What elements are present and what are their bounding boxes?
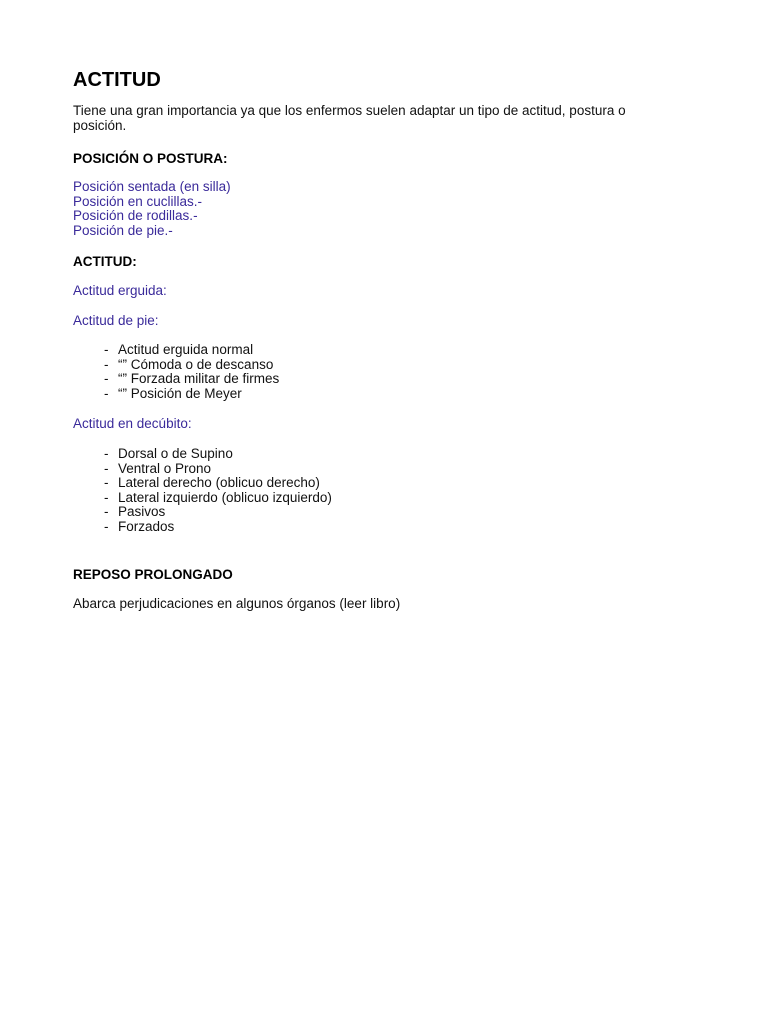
list-item-text: Ventral o Prono: [118, 460, 212, 476]
bullet-dash: -: [104, 371, 109, 387]
list-item: [73, 343, 279, 358]
actitud-heading: ACTITUD:: [73, 254, 137, 269]
list-item: [73, 387, 279, 402]
list-item-text: Pasivos: [118, 504, 166, 520]
posicion-item: Posición sentada (en silla): [73, 179, 231, 194]
list-item-text: “” Posición de Meyer: [118, 385, 242, 401]
document-title: ACTITUD: [73, 69, 161, 91]
reposo-heading: REPOSO PROLONGADO: [73, 567, 233, 582]
bullet-dash: -: [104, 518, 109, 534]
list-item-text: Dorsal o de Supino: [118, 446, 233, 461]
actitud-erguida-label: Actitud erguida:: [73, 283, 167, 298]
list-item: [73, 372, 279, 387]
bullet-dash: -: [104, 489, 109, 505]
posicion-item: Posición de pie.-: [73, 222, 173, 238]
posicion-item: Posición de rodillas.-: [73, 208, 198, 224]
list-item-text: “” Cómoda o de descanso: [118, 356, 274, 372]
list-item: [73, 505, 332, 520]
actitud-decubito-label: Actitud en decúbito:: [73, 416, 192, 431]
actitud-pie-list: [73, 343, 279, 401]
list-item-text: “” Forzada militar de firmes: [118, 371, 280, 387]
list-item-text: Lateral izquierdo (oblicuo izquierdo): [118, 489, 332, 505]
actitud-pie-label: Actitud de pie:: [73, 313, 159, 328]
list-item-text: Actitud erguida normal: [118, 342, 254, 357]
bullet-dash: -: [104, 460, 109, 476]
list-item: [73, 462, 332, 477]
actitud-decubito-list: [73, 447, 332, 535]
bullet-dash: -: [104, 385, 109, 401]
reposo-paragraph: Abarca perjudicaciones en algunos órganos (leer libro): [73, 596, 401, 611]
posicion-item: Posición en cuclillas.-: [73, 193, 203, 209]
bullet-dash: -: [104, 446, 109, 461]
posicion-heading: POSICIÓN O POSTURA:: [73, 151, 228, 166]
list-item-text: Forzados: [118, 518, 175, 534]
bullet-dash: -: [104, 342, 109, 357]
posiciones-list: [73, 180, 673, 238]
list-item: [73, 476, 332, 491]
list-item: [73, 447, 332, 462]
intro-paragraph: Tiene una gran importancia ya que los enfermos suelen adaptar un tipo de actitud, postura o posición.: [73, 103, 626, 133]
list-item-text: Lateral derecho (oblicuo derecho): [118, 475, 320, 491]
list-item: [73, 491, 332, 506]
bullet-dash: -: [104, 504, 109, 520]
bullet-dash: -: [104, 475, 109, 491]
list-item: [73, 358, 279, 373]
list-item: [73, 520, 332, 535]
bullet-dash: -: [104, 356, 109, 372]
